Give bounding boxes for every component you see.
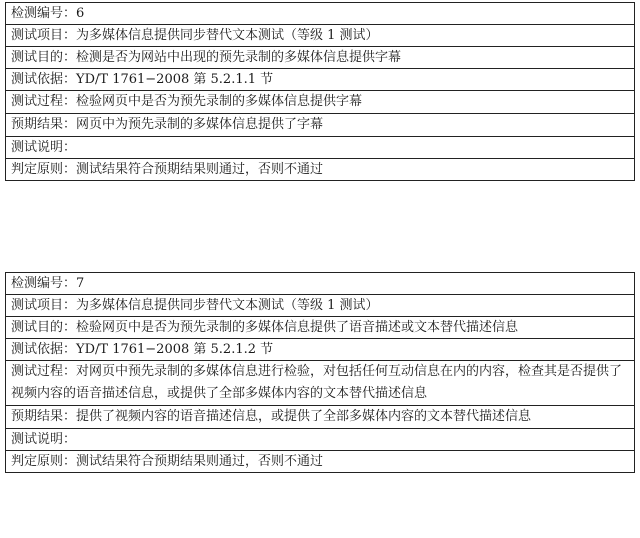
test-basis-label: 测试依据： [11,72,77,87]
test-process-value: 检验网页中是否为预先录制的多媒体信息提供字幕 [76,94,363,109]
test-basis-value: YD/T 1761−2008 第 5.2.1.2 节 [76,342,274,357]
test-item-value: 为多媒体信息提供同步替代文本测试（等级 1 测试） [76,298,379,313]
row-judgement-rule [6,159,635,181]
test-notes-label: 测试说明： [11,432,77,447]
row-test-notes [6,137,635,159]
row-test-notes [6,429,635,451]
judgement-rule-value: 测试结果符合预期结果则通过，否则不通过 [76,162,324,177]
row-test-purpose [6,47,635,69]
test-purpose-label: 测试目的： [11,320,77,335]
test-item-label: 测试项目： [11,28,77,43]
judgement-rule-label: 判定原则： [11,454,77,469]
test-case-table-7 [5,272,635,473]
test-purpose-label: 测试目的： [11,50,77,65]
test-process-label: 测试过程： [11,364,77,379]
row-test-item [6,295,635,317]
row-test-process [6,361,635,406]
row-test-id [6,3,635,25]
test-purpose-value: 检验网页中是否为预先录制的多媒体信息提供了语音描述或文本替代描述信息 [76,320,519,335]
test-process-value: 对网页中预先录制的多媒体信息进行检验，对包括任何互动信息在内的内容，检查其是否提供了视频内容的语音描述信息，或提供了全部多媒体内容的文本替代描述信息 [11,364,623,401]
row-test-item [6,25,635,47]
row-expected-result [6,406,635,429]
test-case-table-6 [5,2,635,181]
expected-result-label: 预期结果： [11,117,77,132]
expected-result-label: 预期结果： [11,409,77,424]
test-id-label: 检测编号： [11,6,77,21]
test-process-label: 测试过程： [11,94,77,109]
test-id-value: 7 [76,276,85,291]
test-purpose-value: 检测是否为网站中出现的预先录制的多媒体信息提供字幕 [76,50,402,65]
row-test-id [6,273,635,295]
expected-result-value: 提供了视频内容的语音描述信息，或提供了全部多媒体内容的文本替代描述信息 [76,409,532,424]
test-id-label: 检测编号： [11,276,77,291]
judgement-rule-label: 判定原则： [11,162,77,177]
test-notes-label: 测试说明： [11,140,77,155]
row-test-purpose [6,317,635,339]
test-item-label: 测试项目： [11,298,77,313]
test-id-value: 6 [76,6,85,21]
test-item-value: 为多媒体信息提供同步替代文本测试（等级 1 测试） [76,28,379,43]
row-test-process [6,91,635,114]
test-basis-label: 测试依据： [11,342,77,357]
test-basis-value: YD/T 1761−2008 第 5.2.1.1 节 [76,72,274,87]
row-expected-result [6,114,635,137]
row-test-basis [6,69,635,91]
row-test-basis [6,339,635,361]
row-judgement-rule [6,451,635,473]
expected-result-value: 网页中为预先录制的多媒体信息提供了字幕 [76,117,324,132]
judgement-rule-value: 测试结果符合预期结果则通过，否则不通过 [76,454,324,469]
